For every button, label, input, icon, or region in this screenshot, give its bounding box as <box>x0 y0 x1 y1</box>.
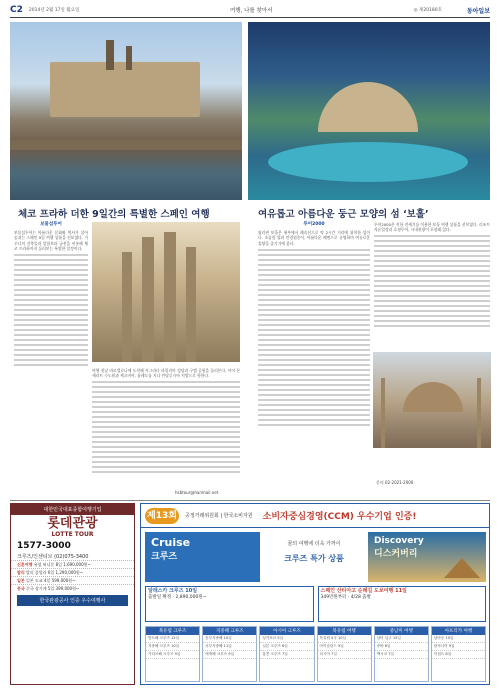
lotte-tagline: 대한민국대표종합여행기업 <box>11 504 134 515</box>
article-paragraph: 필리핀 보홀은 세부에서 쾌속선으로 약 2시간 거리에 위치한 섬이다. 초콜릿 힐과 안경원숭이, 아름다운 해변으로 유명하며 여유로운 휴양을 즐기기에 좋다. <box>258 230 370 246</box>
mid-strong: 크루즈 특가 상품 <box>284 554 344 563</box>
newspaper-logo: 동아일보 <box>466 7 490 15</box>
header-rule <box>10 17 490 18</box>
row-title: 일본 <box>17 578 25 583</box>
lotte-phone[interactable]: 1577-3000 <box>17 541 71 551</box>
product-column <box>317 626 372 682</box>
lotte-tour-ad[interactable] <box>10 503 135 685</box>
column-head: 아프리카 여행 <box>432 627 485 635</box>
ccm-ad[interactable] <box>140 503 490 685</box>
lotte-product-row <box>11 576 134 584</box>
article-paragraph: 보물섬투어는 아름다운 문화와 역사가 살아 숨쉬는 스페인 9일 여행 상품을 선보였다. 가우디의 건축물과 알함브라 궁전을 비롯해 체코 프라하까지 둘러보는 특별한 일정이다. <box>14 230 88 251</box>
bohol-photo <box>248 22 490 200</box>
row-text: 발리 풀빌라 6일 1,290,000원~ <box>26 570 84 575</box>
product-column <box>431 626 486 682</box>
lotte-banner: 한국관광공사 인증 우수여행사 <box>17 595 128 606</box>
product-line[interactable]: 남미 일주 15일 <box>375 635 428 643</box>
text-lines <box>14 254 88 366</box>
ccm-header <box>141 504 489 528</box>
lotte-product-row <box>11 560 134 568</box>
ad-divider <box>10 500 490 501</box>
column-head: 지중해 크루즈 <box>203 627 256 635</box>
column-head: 중남미 여행 <box>375 627 428 635</box>
lotte-name: 롯데관광 <box>47 516 98 531</box>
lotte-eng-name: LOTTE TOUR <box>51 531 94 538</box>
product-column <box>145 626 200 682</box>
product-line[interactable]: 아이슬란드 9일 <box>318 643 371 651</box>
article-paragraph: 투어2000은 직항 전세기를 이용한 보홀 여행 상품을 선보였다. 리조트 자유일정과 호핑투어, 시내관광이 포함돼 있다. <box>374 222 490 233</box>
product-line[interactable]: 멕시코 7일 <box>375 651 428 659</box>
resort-shape <box>318 82 418 132</box>
discovery-title: Discovery <box>374 536 424 546</box>
column-head: 북유럽 여행 <box>318 627 371 635</box>
text-lines <box>258 249 370 426</box>
product-line[interactable]: 동부지중해 10일 <box>203 635 256 643</box>
feature-box-santiago[interactable] <box>318 586 487 622</box>
row-text: 중국 장가계 5일 399,000원~ <box>26 586 80 591</box>
spire-shape <box>126 46 132 70</box>
ccm-title: 소비자중심경영(CCM) 우수기업 인증! <box>262 512 417 522</box>
box-title: 알래스카 크루즈 10일 <box>148 588 198 594</box>
pool-shape <box>268 142 468 182</box>
row-title: 신혼여행 <box>17 562 33 567</box>
lotte-phone-cruise: 크루즈/인센티브 (02)075-3400 <box>17 554 89 560</box>
tower-shape <box>186 247 196 362</box>
text-lines <box>374 235 490 327</box>
pyramid-icon <box>444 558 480 578</box>
product-line[interactable]: 쿠바 8일 <box>375 643 428 651</box>
product-line[interactable]: 카리브해 크루즈 9일 <box>146 651 199 659</box>
box-title: 스페인 산티아고 순례길 도보여행 11일 <box>320 588 407 594</box>
box-text: 349만원부터 · 4/28 출발 <box>320 594 371 600</box>
product-line[interactable]: 남아공 10일 <box>432 635 485 643</box>
article-tag: 보물섬투어 <box>40 222 62 227</box>
article-spain-col1 <box>14 222 88 369</box>
article-spain-col2 <box>92 368 240 476</box>
discovery-subtitle: 디스커버리 <box>374 549 418 559</box>
product-line[interactable]: 싱가포르 5일 <box>260 635 313 643</box>
castle-shape <box>50 62 200 117</box>
headline-bohol: 여유롭고 아름다운 둥근 모양의 섬 ‘보홀’ <box>258 209 429 220</box>
product-line[interactable]: 에게해 크루즈 9일 <box>203 651 256 659</box>
lotte-product-row <box>11 584 134 592</box>
row-text: 유럽 허니문 8일 1,690,000원~ <box>33 562 91 567</box>
product-column <box>374 626 429 682</box>
product-column <box>202 626 257 682</box>
article-paragraph: 여행 첫날 바르셀로나에 도착해 사그라다 파밀리아 성당과 구엘 공원을 둘러본다. 이어 몬세라트 수도원과 세고비아, 톨레도를 지나 안달루시아 지방으로 향한다. <box>92 368 240 379</box>
ccm-badge: 제13회 <box>145 508 179 524</box>
tower-shape <box>164 232 176 362</box>
row-title: 중국 <box>17 586 25 591</box>
article-bohol-col1 <box>258 222 370 429</box>
discovery-banner[interactable] <box>368 532 486 582</box>
prague-photo <box>10 22 242 200</box>
product-line[interactable]: 탄자니아 9일 <box>432 643 485 651</box>
minaret-shape <box>381 378 385 448</box>
cruise-title: Cruise <box>151 536 191 549</box>
hagia-sophia-photo <box>373 352 491 448</box>
dome-shape <box>403 382 463 412</box>
column-head: 아시아 크루즈 <box>260 627 313 635</box>
text-lines <box>92 381 240 473</box>
feature-box-alaska[interactable] <box>145 586 314 622</box>
product-line[interactable]: 발트해 크루즈 12일 <box>146 635 199 643</box>
cruise-subtitle: 크루즈 <box>151 552 178 562</box>
lotte-product-row <box>11 568 134 576</box>
tower-shape <box>142 237 154 362</box>
product-line[interactable]: 일본 크루즈 6일 <box>260 643 313 651</box>
issue-number: ◎ 제20180호 <box>413 8 442 13</box>
row-text: 일본 도쿄 4일 599,000원~ <box>26 578 76 583</box>
product-line[interactable]: 지중해 크루즈 10일 <box>146 643 199 651</box>
product-line[interactable]: 홍콩 크루즈 7일 <box>260 651 313 659</box>
box-text: 출발일 확정 · 2,890,000원~ <box>148 594 207 600</box>
product-column <box>259 626 314 682</box>
cruise-banner[interactable] <box>145 532 260 582</box>
column-head: 북유럽 크루즈 <box>146 627 199 635</box>
product-line[interactable]: 러시아 7일 <box>318 651 371 659</box>
article-bohol-col2 <box>374 222 490 330</box>
product-line[interactable]: 북유럽 4국 10일 <box>318 635 371 643</box>
minaret-shape <box>477 378 481 448</box>
bridge-shape <box>10 140 242 150</box>
ccm-product-grid <box>145 626 486 682</box>
contact-email: hsbtour@hanmail.net <box>175 490 219 495</box>
spire-shape <box>106 40 114 70</box>
product-line[interactable]: 이집트 8일 <box>432 651 485 659</box>
page-header <box>10 4 490 16</box>
article-tag: 투어2000 <box>303 222 325 227</box>
sagrada-familia-photo <box>92 222 240 362</box>
section-title: 여행, 나를 찾아서 <box>230 8 273 14</box>
row-title: 발리 <box>17 570 25 575</box>
mid-text: 꿈의 여행에 더욱 가까이 <box>287 541 341 547</box>
ccm-institute: 공정거래위원회 | 한국소비자원 <box>185 513 253 519</box>
headline-spain: 체코 프라하 더한 9일간의 특별한 스페인 여행 <box>18 209 210 220</box>
ccm-mid-promo <box>263 532 365 582</box>
issue-date: 2014년 2월 17일 월요일 <box>28 8 80 13</box>
contact-phone: 문의 02-2021-2000 <box>376 480 414 485</box>
tower-shape <box>122 252 132 362</box>
product-line[interactable]: 서부지중해 11일 <box>203 643 256 651</box>
ccm-feature-strip <box>145 586 486 622</box>
page-number: C2 <box>10 5 23 15</box>
